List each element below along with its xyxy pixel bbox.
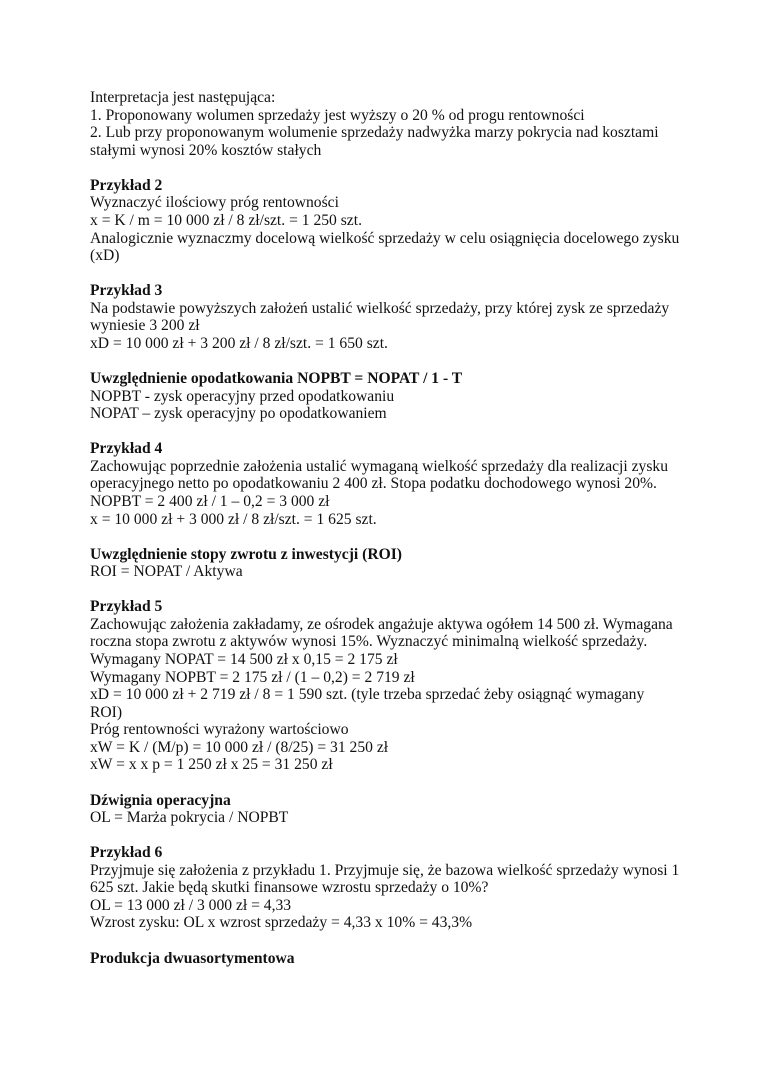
text-line: ROI = NOPAT / Aktywa	[90, 563, 243, 581]
text-line: Wzrost zysku: OL x wzrost sprzedaży = 4,33 x 10% = 43,3%	[90, 914, 473, 932]
section	[90, 370, 679, 423]
text-line: xD = 10 000 zł + 3 200 zł / 8 zł/szt. = 1 650 szt.	[90, 334, 388, 352]
section	[90, 546, 679, 581]
text-line: Analogicznie wyznaczmy docelową wielkość sprzedaży w celu osiągnięcia docelowego zysku	[90, 229, 680, 247]
text-line: roczna stopa zwrotu z aktywów wynosi 15%. Wyznaczyć minimalną wielkość sprzedaży.	[90, 633, 648, 651]
text-line: Wymagany NOPAT = 14 500 zł x 0,15 = 2 175 zł	[90, 651, 398, 668]
text-line: OL = Marża pokrycia / NOPBT	[90, 809, 289, 827]
section	[90, 282, 679, 352]
section-heading: Przykład 3	[90, 282, 163, 300]
section-heading: Dźwignia operacyjna	[90, 791, 231, 809]
text-line: Próg rentowności wyrażony wartościowo	[90, 721, 349, 739]
text-line: Zachowując założenia zakładamy, ze ośrodek angażuje aktywa ogółem 14 500 zł. Wymagana	[90, 615, 673, 633]
text-line: 625 szt. Jakie będą skutki finansowe wzrostu sprzedaży o 10%?	[90, 879, 489, 897]
text-line: NOPAT – zysk operacyjny po opodatkowaniem	[90, 405, 387, 423]
text-line: xD = 10 000 zł + 2 719 zł / 8 = 1 590 szt. (tyle trzeba sprzedać żeby osiągnąć wymagany	[90, 686, 645, 704]
text-line: Wyznaczyć ilościowy próg rentowności	[90, 194, 339, 212]
section-heading: Przykład 4	[90, 440, 163, 458]
sections	[90, 177, 679, 967]
text-line: 2. Lub przy proponowanym wolumenie sprzedaży nadwyżka marzy pokrycia nad kosztami	[90, 124, 659, 142]
section	[90, 844, 679, 932]
document-page	[90, 89, 679, 985]
text-line: xW = x x p = 1 250 zł x 25 = 31 250 zł	[90, 756, 333, 774]
text-line: Zachowując poprzednie założenia ustalić wymaganą wielkość sprzedaży dla realizacji zysku	[90, 457, 668, 475]
section-heading: Uwzględnienie stopy zwrotu z inwestycji (ROI)	[90, 545, 402, 563]
section-heading: Przykład 2	[90, 176, 163, 194]
text-line: OL = 13 000 zł / 3 000 zł = 4,33	[90, 896, 292, 914]
text-line: NOPBT = 2 400 zł / 1 – 0,2 = 3 000 zł	[90, 492, 330, 510]
text-line: wyniesie 3 200 zł	[90, 317, 200, 335]
intro-paragraph	[90, 89, 679, 159]
section	[90, 598, 679, 774]
section-heading: Przykład 5	[90, 598, 163, 616]
text-line: Na podstawie powyższych założeń ustalić wielkość sprzedaży, przy której zysk ze sprzedaży	[90, 299, 670, 317]
section-heading: Uwzględnienie opodatkowania NOPBT = NOPAT / 1 - T	[90, 370, 463, 387]
text-line: Przyjmuje się założenia z przykładu 1. Przyjmuje się, że bazowa wielkość sprzedaży wynosi 1	[90, 861, 680, 879]
text-line: xW = K / (M/p) = 10 000 zł / (8/25) = 31 250 zł	[90, 738, 389, 756]
text-line: (xD)	[90, 247, 120, 265]
text-line: operacyjnego netto po opodatkowaniu 2 400 zł. Stopa podatku dochodowego wynosi 20%.	[90, 475, 657, 493]
text-line: x = 10 000 zł + 3 000 zł / 8 zł/szt. = 1 625 szt.	[90, 510, 377, 528]
text-line: stałymi wynosi 20% kosztów stałych	[90, 141, 322, 159]
section-heading: Przykład 6	[90, 844, 163, 862]
section	[90, 792, 679, 827]
section-heading: Produkcja dwuasortymentowa	[90, 949, 295, 967]
text-line: Interpretacja jest następująca:	[90, 89, 276, 106]
text-line: Wymagany NOPBT = 2 175 zł / (1 – 0,2) = 2 719 zł	[90, 668, 415, 686]
section	[90, 177, 679, 265]
text-line: x = K / m = 10 000 zł / 8 zł/szt. = 1 250 szt.	[90, 211, 362, 229]
section	[90, 440, 679, 528]
text-line: NOPBT - zysk operacyjny przed opodatkowaniu	[90, 387, 395, 405]
text-line: ROI)	[90, 703, 123, 721]
text-line: 1. Proponowany wolumen sprzedaży jest wyższy o 20 % od progu rentowności	[90, 106, 585, 124]
section	[90, 950, 679, 968]
